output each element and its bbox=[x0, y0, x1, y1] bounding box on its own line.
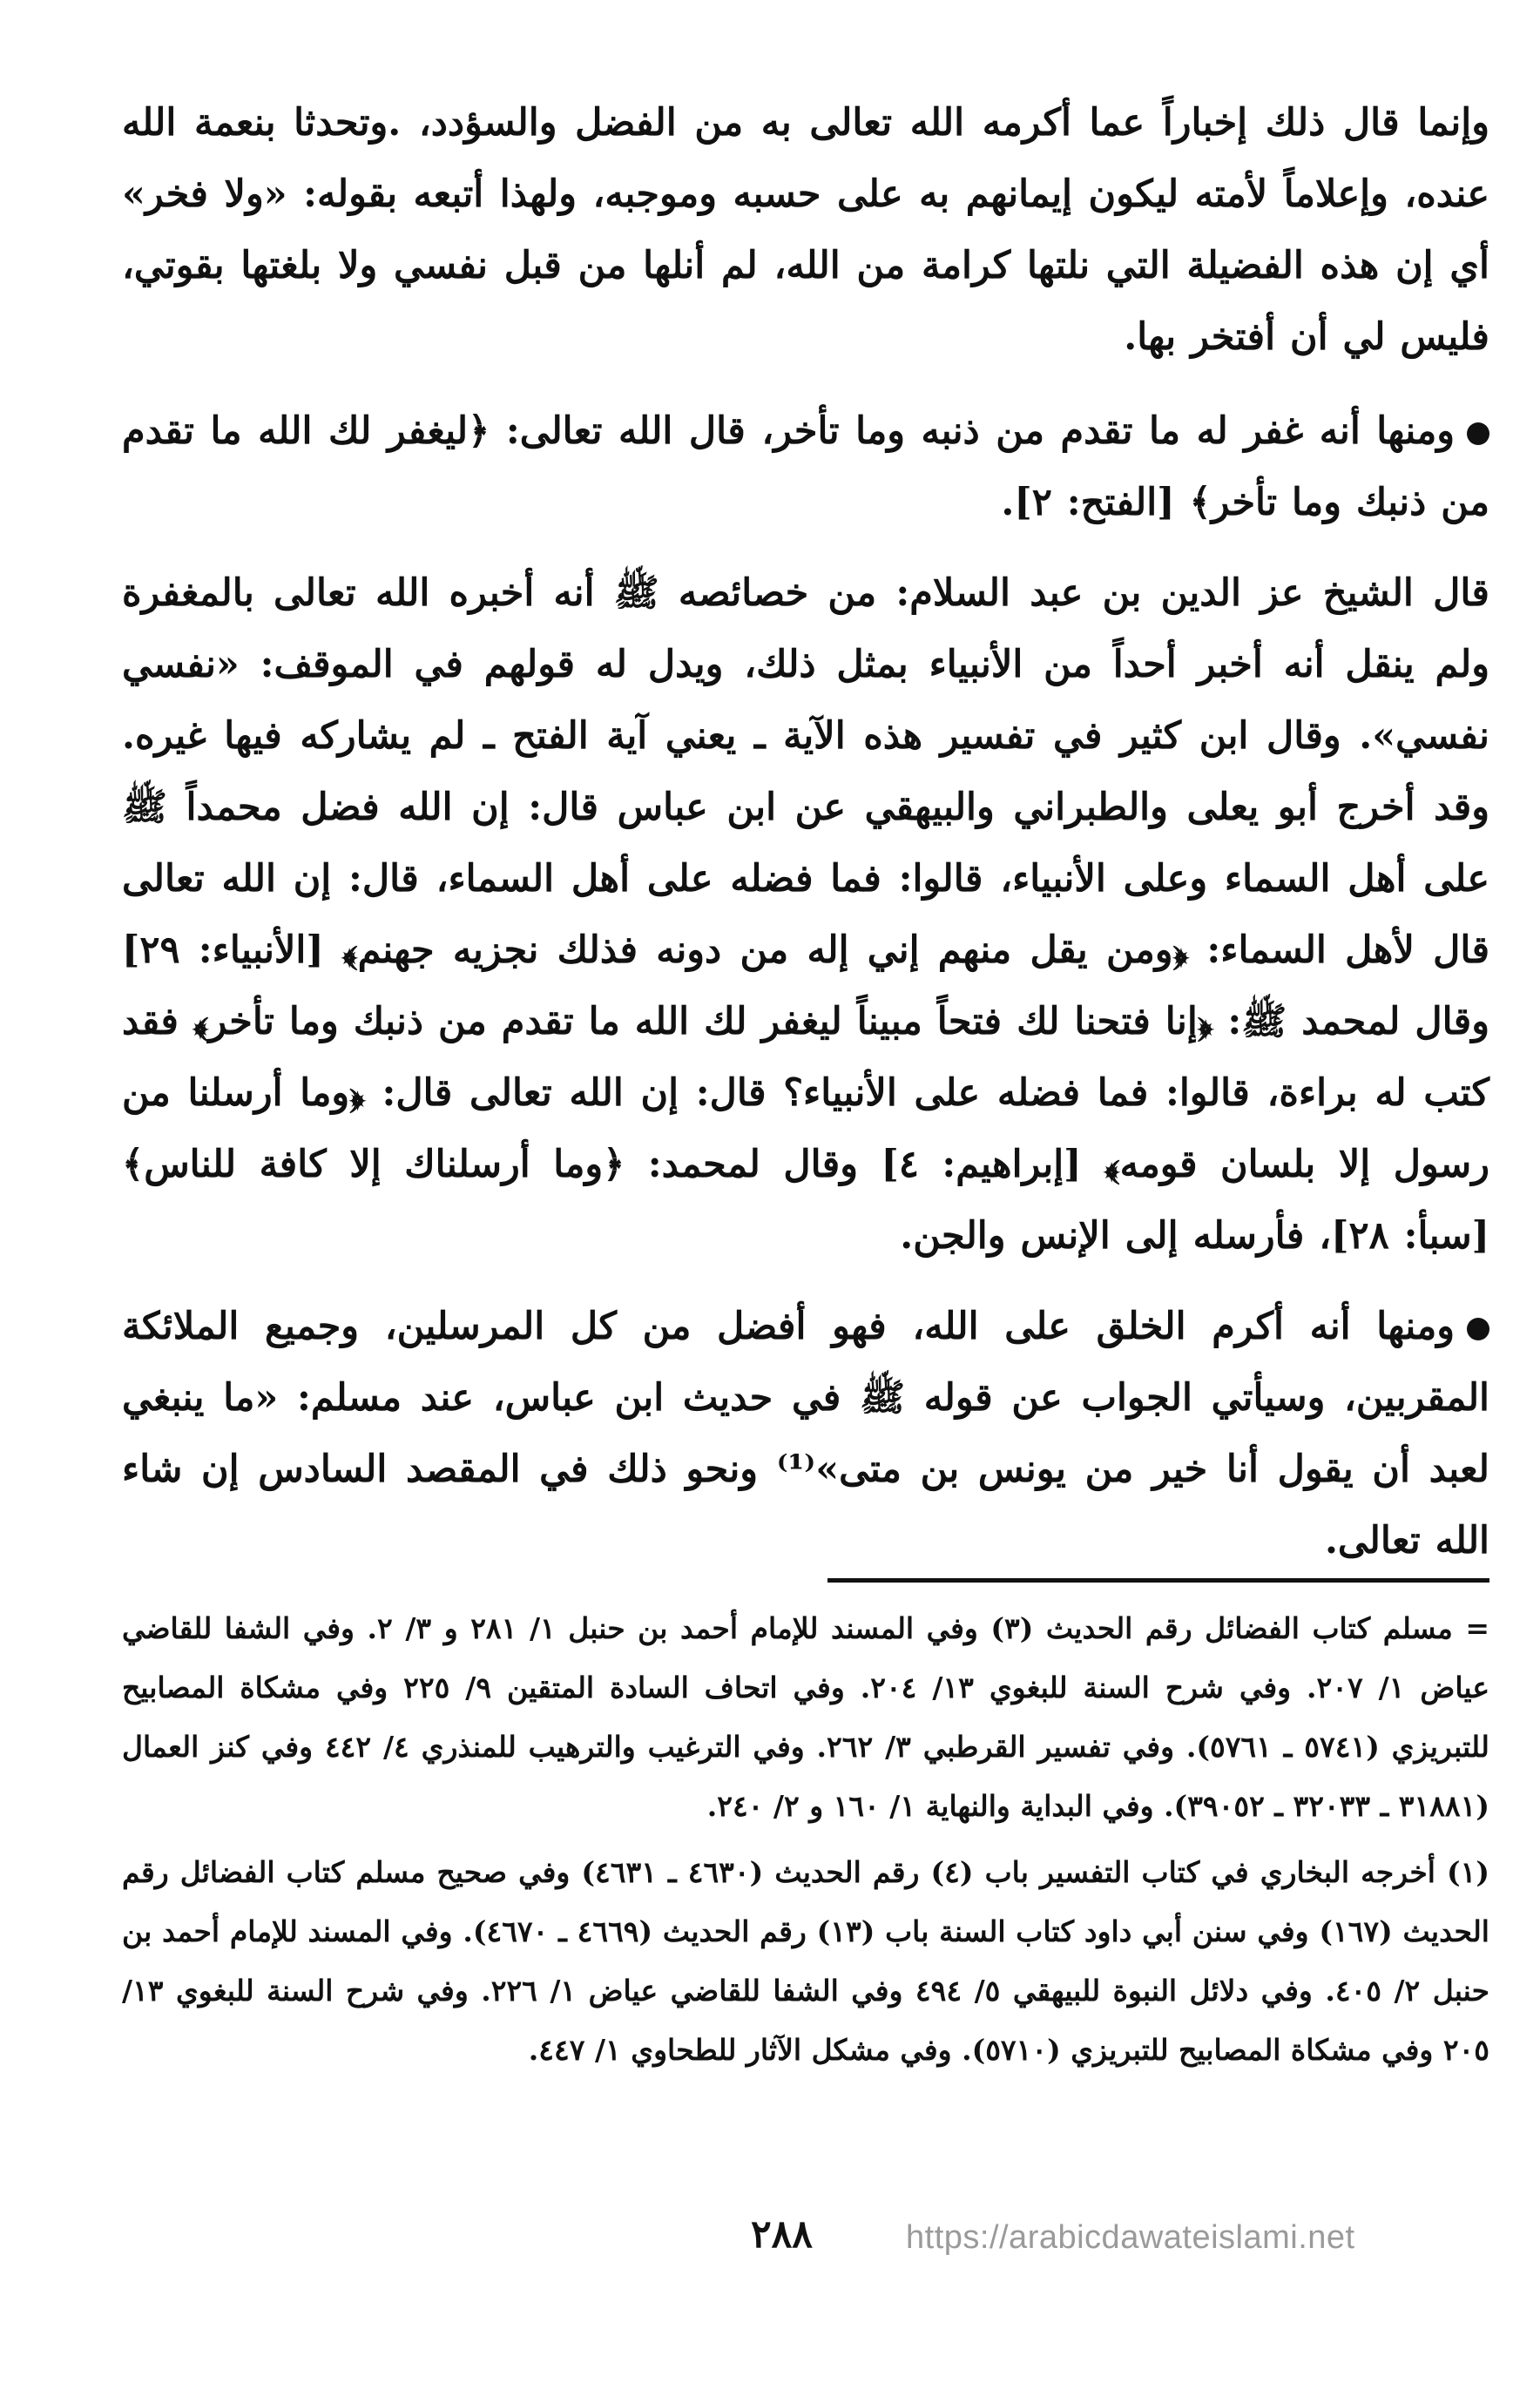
paragraph-3: قال الشيخ عز الدين بن عبد السلام: من خصائصه ﷺ أنه أخبره الله تعالى بالمغفرة ولم ينقل أنه أخبر أحداً من الأنبياء بمثل ذلك، ويدل له قولهم في الموقف: «نفسي نفسي». وقال ابن كثير في تفسير هذه الآية ـ يعني آية الفتح ـ لم يشاركه فيها غيره. وقد أخرج أبو يعلى والطبراني والبيهقي عن ابن عباس قال: إن الله فضل محمداً ﷺ على أهل السماء وعلى الأنبياء، قالوا: فما فضله على أهل السماء، قال: إن الله تعالى قال لأهل السماء: ﴿ومن يقل منهم إني إله من دونه فذلك نجزيه جهنم﴾ [الأنبياء: ٢٩] وقال لمحمد ﷺ: ﴿إنا فتحنا لك فتحاً مبيناً ليغفر لك الله ما تقدم من ذنبك وما تأخر﴾ فقد كتب له براءة، قالوا: فما فضله على الأنبياء؟ قال: إن الله تعالى قال: ﴿وما أرسلنا من رسول إلا بلسان قومه﴾ [إبراهيم: ٤] وقال لمحمد: ﴿وما أرسلناك إلا كافة للناس﴾ [سبأ: ٢٨]، فأرسله إلى الإنس والجن. bbox=[122, 571, 1489, 1258]
watermark-url: https://arabicdawateislami.net bbox=[906, 2219, 1355, 2256]
bullet-icon bbox=[1467, 422, 1489, 445]
paragraph-4-text: ومنها أنه أكرم الخلق على الله، فهو أفضل من كل المرسلين، وجميع الملائكة المقربين، وسيأتي الجواب عن قوله ﷺ في حديث ابن عباس، عند مسلم: «ما ينبغي لعبد أن يقول أنا خير من يونس بن متى»⁽¹⁾ ونحو ذلك في المقصد السادس إن شاء الله تعالى. bbox=[122, 1305, 1490, 1563]
bullet-icon bbox=[1467, 1318, 1489, 1340]
footnotes bbox=[122, 1599, 1489, 2087]
page-number: ٢٨٨ bbox=[751, 2212, 813, 2257]
main-text bbox=[122, 87, 1489, 1576]
paragraph-4 bbox=[122, 1291, 1489, 1576]
footnote-separator bbox=[827, 1578, 1489, 1583]
paragraph-2 bbox=[122, 395, 1489, 538]
paragraph-2-text: ومنها أنه غفر له ما تقدم من ذنبه وما تأخر، قال الله تعالى: ﴿ليغفر لك الله ما تقدم من ذنبك وما تأخر﴾ [الفتح: ٢]. bbox=[122, 409, 1489, 524]
footnote-1: (١) أخرجه البخاري في كتاب التفسير باب (٤) رقم الحديث (٤٦٣٠ ـ ٤٦٣١) وفي صحيح مسلم كتاب الفضائل رقم الحديث (١٦٧) وفي سنن أبي داود كتاب السنة باب (١٣) رقم الحديث (٤٦٦٩ ـ ٤٦٧٠). وفي المسند للإمام أحمد بن حنبل ٢/ ٤٠٥. وفي دلائل النبوة للبيهقي ٥/ ٤٩٤ وفي الشفا للقاضي عياض ١/ ٢٢٦. وفي شرح السنة للبغوي ١٣/ ٢٠٥ وفي مشكاة المصابيح للتبريزي (٥٧١٠). وفي مشكل الآثار للطحاوي ١/ ٤٤٧. bbox=[122, 1855, 1490, 2067]
page bbox=[122, 87, 1490, 2067]
paragraph-1: وإنما قال ذلك إخباراً عما أكرمه الله تعالى به من الفضل والسؤدد، .وتحدثا بنعمة الله عنده، وإعلاماً لأمته ليكون إيمانهم به على حسبه وموجبه، ولهذا أتبعه بقوله: «ولا فخر» أي إن هذه الفضيلة التي نلتها كرامة من الله، لم أنلها من قبل نفسي ولا بلغتها بقوتي، فليس لي أن أفتخر بها. bbox=[122, 101, 1489, 359]
footnote-continued: = مسلم كتاب الفضائل رقم الحديث (٣) وفي المسند للإمام أحمد بن حنبل ١/ ٢٨١ و ٣/ ٢. وفي الشفا للقاضي عياض ١/ ٢٠٧. وفي شرح السنة للبغوي ١٣/ ٢٠٤. وفي اتحاف السادة المتقين ٩/ ٢٢٥ وفي مشكاة المصابيح للتبريزي (٥٧٤١ ـ ٥٧٦١). وفي تفسير القرطبي ٣/ ٢٦٢. وفي الترغيب والترهيب للمنذري ٤/ ٤٤٢ وفي كنز العمال (٣١٨٨١ ـ ٣٢٠٣٣ ـ ٣٩٠٥٢). وفي البداية والنهاية ١/ ١٦٠ و ٢/ ٢٤٠. bbox=[122, 1611, 1490, 1823]
